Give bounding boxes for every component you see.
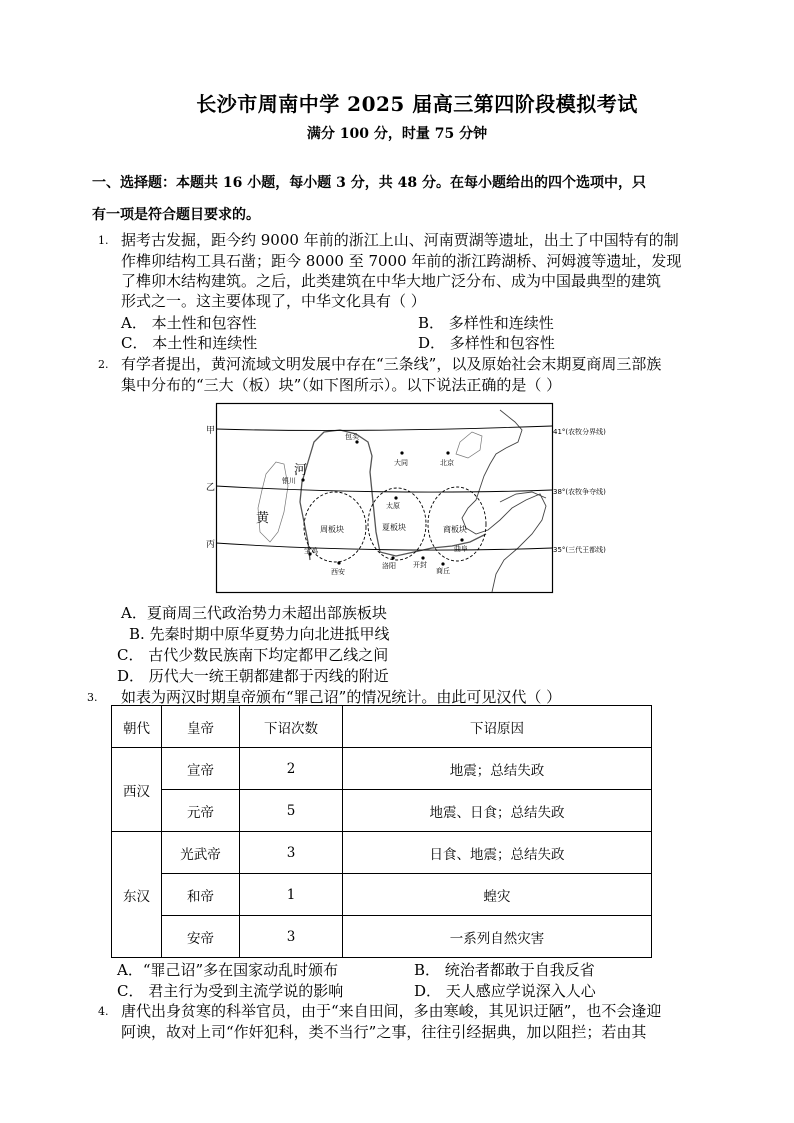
count-cell: 3: [240, 832, 343, 874]
reason-cell: 一系列自然灾害: [343, 916, 652, 958]
q3-option-c: C． 君主行为受到主流学说的影响: [117, 982, 344, 1000]
dynasty-cell: 东汉: [112, 832, 162, 958]
label-line-38: 38°(农牧争夺线): [553, 488, 606, 496]
city-luoyang: 洛阳: [382, 562, 396, 570]
q3-option-b: B． 统治者都敢于自我反省: [414, 961, 595, 979]
city-datong: 大同: [394, 459, 408, 467]
reason-cell: 地震、日食；总结失政: [343, 790, 652, 832]
count-cell: 5: [240, 790, 343, 832]
table-header: 下诏次数: [240, 706, 343, 748]
q3-option-d: D． 天人感应学说深入人心: [414, 982, 596, 1000]
q1-number: 1.: [98, 234, 109, 247]
q4-number: 4.: [98, 1005, 109, 1018]
yellow-river-map: [200, 402, 625, 594]
q2-option-b: B. 先秦时期中原华夏势力向北进抵甲线: [129, 625, 390, 643]
exam-subtitle: 满分 100 分，时量 75 分钟: [306, 126, 488, 142]
q2-stem-line2: 集中分布的“三大（板）块”（如下图所示）。以下说法正确的是（ ）: [121, 376, 562, 394]
q1-option-c: C． 本土性和连续性: [121, 334, 258, 352]
q1-stem-line4: 形式之一。这主要体现了，中华文化具有（ ）: [121, 292, 426, 310]
q4-stem-line1: 唐代出身贫寒的科举官员，由于“来自田间，多由寒峻，其见识迂陋”，也不会逢迎: [121, 1002, 662, 1020]
count-cell: 3: [240, 916, 343, 958]
city-qufu: 曲阜: [454, 545, 468, 553]
block-label-shang: 商板块: [443, 525, 467, 534]
q4-stem-line2: 阿谀，故对上司“作奸犯科，类不当行”之事，往往引经据典，加以阻拦；若由其: [121, 1023, 647, 1041]
city-taiyuan: 太原: [386, 502, 400, 510]
edict-table: [111, 705, 652, 958]
q1-option-a: A． 本土性和包容性: [121, 314, 257, 332]
section-heading-line1: 一、选择题：本题共 16 小题，每小题 3 分，共 48 分。在每小题给出的四个选项中，只: [92, 175, 646, 191]
reason-cell: 地震；总结失政: [343, 748, 652, 790]
city-baotou: 包头: [345, 433, 359, 441]
q1-stem-line3: 了榫卯木结构建筑。之后，此类建筑在中华大地广泛分布、成为中国最典型的建筑: [121, 272, 662, 290]
city-xian: 西安: [331, 568, 345, 576]
block-label-xia: 夏板块: [382, 523, 406, 532]
table-row: [112, 790, 652, 832]
river-label-huang: 黄: [256, 511, 270, 526]
label-jia: 甲: [206, 426, 216, 436]
reason-cell: 日食、地震；总结失政: [343, 832, 652, 874]
table-header: 皇帝: [162, 706, 240, 748]
emperor-cell: 宣帝: [162, 748, 240, 790]
count-cell: 1: [240, 874, 343, 916]
q1-option-b: B． 多样性和连续性: [418, 314, 554, 332]
river-label-he: 河: [294, 463, 308, 478]
table-row: [112, 832, 652, 874]
q3-stem: 如表为两汉时期皇帝颁布“罪己诏”的情况统计。由此可见汉代（ ）: [121, 688, 562, 706]
table-header: 朝代: [112, 706, 162, 748]
table-header: 下诏原因: [343, 706, 652, 748]
label-line-35: 35°(三代王都线): [553, 546, 606, 554]
q2-number: 2.: [98, 358, 109, 371]
q2-stem-line1: 有学者提出，黄河流域文明发展中存在“三条线”，以及原始社会末期夏商周三部族: [121, 355, 662, 373]
city-yinchuan: 银川: [282, 477, 296, 485]
city-kaifeng: 开封: [413, 561, 427, 569]
q1-stem-line2: 作榫卯结构工具石凿；距今 8000 至 7000 年前的浙江跨湖桥、河姆渡等遗址，发现: [121, 252, 682, 270]
table-row: [112, 748, 652, 790]
section-heading-line2: 有一项是符合题目要求的。: [92, 207, 260, 223]
q2-option-a: A．夏商周三代政治势力未超出部族板块: [121, 604, 387, 622]
reason-cell: 蝗灾: [343, 874, 652, 916]
label-yi: 乙: [206, 483, 216, 493]
label-bing: 丙: [206, 540, 216, 550]
q3-option-a: A．“罪己诏”多在国家动乱时颁布: [117, 961, 339, 979]
emperor-cell: 光武帝: [162, 832, 240, 874]
emperor-cell: 元帝: [162, 790, 240, 832]
q1-stem-line1: 据考古发掘，距今约 9000 年前的浙江上山、河南贾湖等遗址，出土了中国特有的制: [121, 231, 679, 249]
emperor-cell: 和帝: [162, 874, 240, 916]
city-baoji: 宝鸡: [304, 547, 318, 555]
block-label-zhou: 周板块: [320, 525, 344, 534]
table-row: [112, 874, 652, 916]
count-cell: 2: [240, 748, 343, 790]
q2-option-d: D． 历代大一统王朝都建都于丙线的附近: [117, 667, 389, 685]
q2-option-c: C． 古代少数民族南下均定都甲乙线之间: [117, 646, 389, 664]
label-line-41: 41°(农牧分界线): [553, 428, 606, 436]
table-header-row: [112, 706, 652, 748]
q1-option-d: D． 多样性和包容性: [418, 334, 555, 352]
exam-title: 长沙市周南中学 2025 届高三第四阶段模拟考试: [196, 92, 638, 116]
city-beijing: 北京: [440, 459, 454, 467]
city-shangqiu: 商丘: [436, 567, 450, 575]
emperor-cell: 安帝: [162, 916, 240, 958]
table-row: [112, 916, 652, 958]
dynasty-cell: 西汉: [112, 748, 162, 832]
q3-number: 3.: [87, 691, 98, 704]
